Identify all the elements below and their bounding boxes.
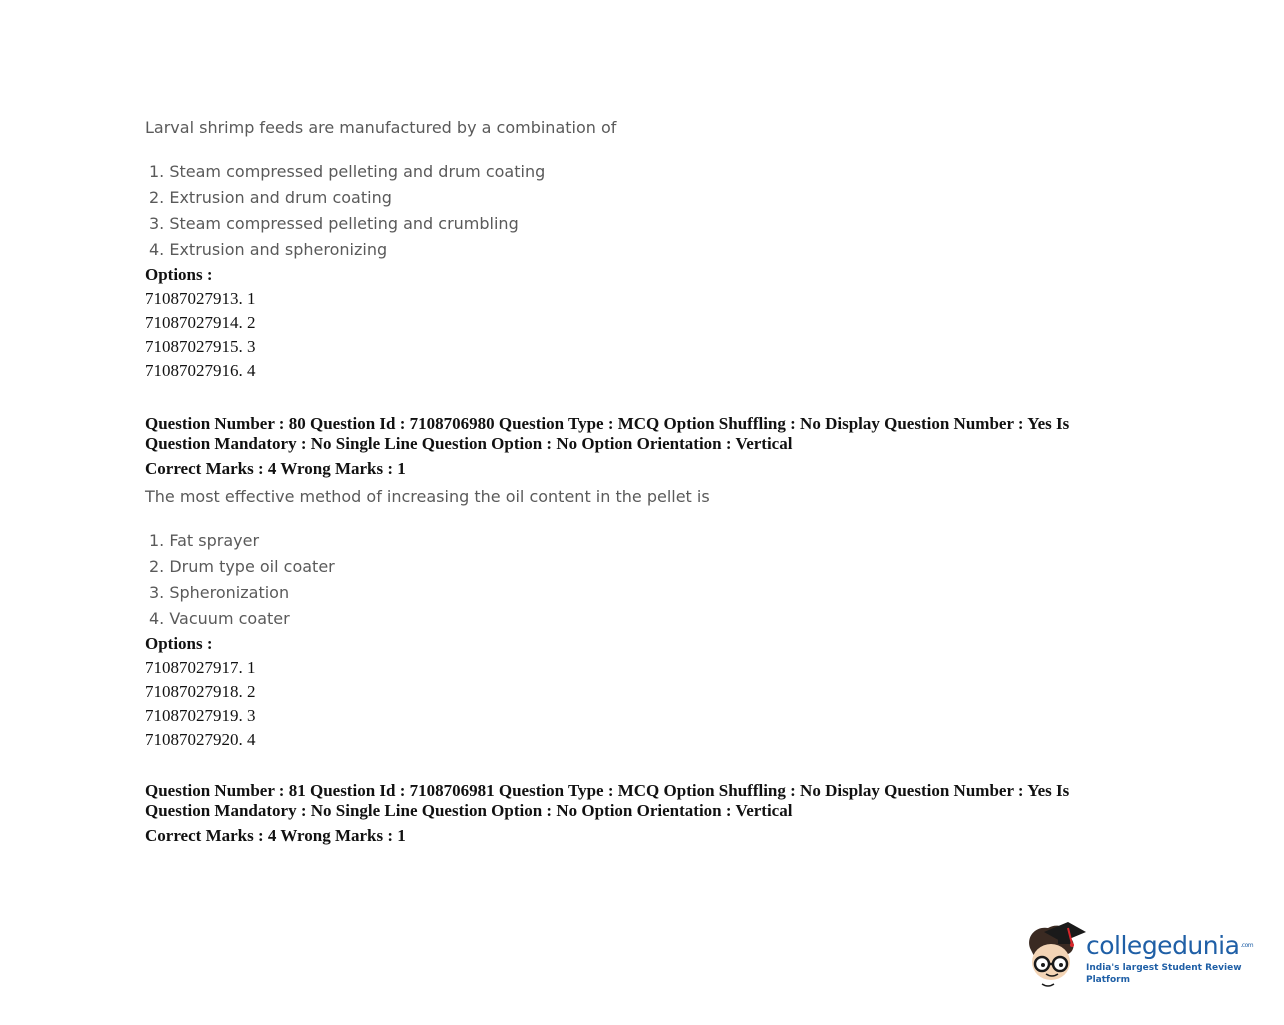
logo-tagline: India's largest Student Review Platform (1086, 963, 1242, 985)
logo-wordmark (1086, 932, 1264, 960)
choice-item: 4. Vacuum coater (149, 609, 290, 628)
option-id: 71087027919. 3 (145, 706, 256, 725)
choice-item: 4. Extrusion and spheronizing (149, 240, 388, 259)
question-80 (145, 414, 1105, 752)
option-id: 71087027913. 1 (145, 289, 256, 308)
collegedunia-logo (1024, 918, 1264, 990)
option-id: 71087027917. 1 (145, 658, 256, 677)
option-id: 71087027916. 4 (145, 361, 256, 380)
choice-list (145, 159, 1105, 263)
choice-item: 2. Drum type oil coater (149, 557, 335, 576)
logo-text (1086, 932, 1264, 986)
choice-list (145, 528, 1105, 632)
question-header: Question Mandatory : No Single Line Question Option : No Option Orientation : Vertical (145, 434, 793, 453)
choice-item: 3. Spheronization (149, 583, 290, 602)
option-id: 71087027918. 2 (145, 682, 256, 701)
question-marks: Correct Marks : 4 Wrong Marks : 1 (145, 459, 406, 478)
choice-item: 3. Steam compressed pelleting and crumbling (149, 214, 519, 233)
question-header: Question Number : 80 Question Id : 7108706980 Question Type : MCQ Option Shuffling : No Display Question Number : Yes Is (145, 414, 1070, 433)
choice-item: 1. Fat sprayer (149, 531, 260, 550)
choice-item: 2. Extrusion and drum coating (149, 188, 392, 207)
question-marks: Correct Marks : 4 Wrong Marks : 1 (145, 826, 406, 845)
question-81 (145, 781, 1105, 848)
question-stem: The most effective method of increasing the oil content in the pellet is (145, 487, 710, 506)
options-label: Options : (145, 634, 213, 653)
question-79 (145, 116, 1105, 383)
mascot-icon (1024, 918, 1086, 990)
question-stem: Larval shrimp feeds are manufactured by a combination of (145, 118, 617, 137)
question-header: Question Mandatory : No Single Line Question Option : No Option Orientation : Vertical (145, 801, 793, 820)
question-header: Question Number : 81 Question Id : 7108706981 Question Type : MCQ Option Shuffling : No Display Question Number : Yes Is (145, 781, 1070, 800)
option-id: 71087027914. 2 (145, 313, 256, 332)
option-id: 71087027915. 3 (145, 337, 256, 356)
options-label: Options : (145, 265, 213, 284)
brand-name: collegedunia (1086, 931, 1240, 960)
brand-suffix: .com (1240, 942, 1254, 949)
choice-item: 1. Steam compressed pelleting and drum coating (149, 162, 546, 181)
option-id: 71087027920. 4 (145, 730, 256, 749)
